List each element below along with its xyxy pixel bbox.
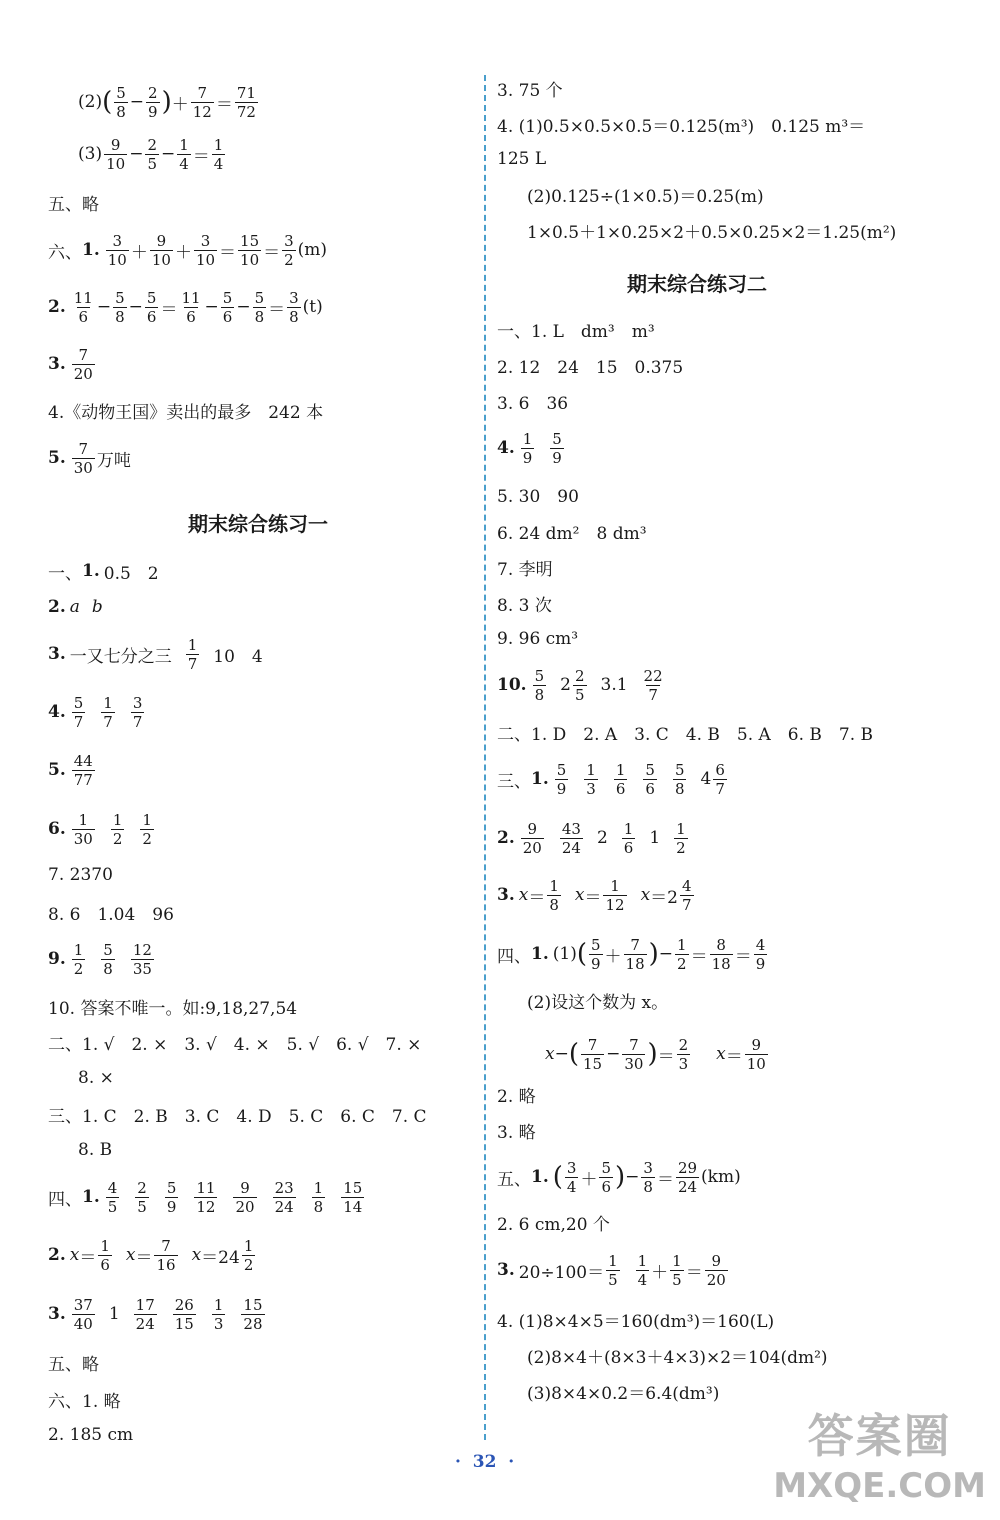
answer-six-2: 2. $\frac{11}{6}$ − $\frac{5}{8}$ − $\frac{5}{6}$ ＝ $\frac{11}{6}$ − $\frac{5}{6}$ − $\frac{5}{8}$ ＝ $\frac{3}{8}$ (t) [48, 288, 323, 326]
answer-line: 8. 3 次 [497, 595, 552, 616]
answer-line: 6. 24 dm² 8 dm³ [497, 523, 647, 544]
answer-line: 10. 答案不唯一。如:9,18,27,54 [48, 998, 298, 1019]
answer-line: 三、 1. $\frac{5}{9}$ $\frac{1}{3}$ $\frac{1}{6}$ $\frac{5}{6}$ $\frac{5}{8}$ 4 $\frac{6}{7}$ [497, 760, 725, 798]
answer-line: 五、略 [48, 1354, 99, 1375]
answer-line: (3)8×4×0.2＝6.4(dm³) [527, 1383, 720, 1404]
answer-text: 一又七分之三 [69, 646, 172, 667]
answer-line: 4. (1)0.5×0.5×0.5＝0.125(m³) 0.125 m³＝ [497, 116, 866, 137]
answer-line: 3. $\frac{37}{40}$ 1 $\frac{17}{24}$ $\frac{26}{15}$ $\frac{1}{3}$ $\frac{15}{28}$ [48, 1295, 263, 1333]
answer-line: 4. $\frac{5}{7}$ $\frac{1}{7}$ $\frac{3}{7}$ [48, 693, 143, 731]
page-number: · 32 · [455, 1452, 515, 1472]
answer-line: 3. 6 36 [497, 393, 569, 414]
answer-line: 三、1. C 2. B 3. C 4. D 5. C 6. C 7. C [48, 1106, 427, 1127]
answer-six-5: 5. $\frac{7}{30}$ 万吨 [48, 439, 131, 477]
answer-line: 2. a b [48, 597, 103, 617]
page-number-value: 32 [472, 1452, 497, 1472]
answer-line: 3. 一又七分之三 $\frac{1}{7}$ 10 4 [48, 635, 263, 673]
answer-line: (2)0.125÷(1×0.5)＝0.25(m) [527, 186, 764, 207]
answer-line: 4. $\frac{1}{9}$ $\frac{5}{9}$ [497, 429, 562, 467]
answer-line: 5. $\frac{44}{77}$ [48, 751, 93, 789]
answer-line: (2)设这个数为 x。 [527, 992, 669, 1013]
answer-six-1: 六、 1. $\frac{3}{10}$ ＋ $\frac{9}{10}$ ＋ $\frac{3}{10}$ ＝ $\frac{15}{10}$ ＝ $\frac{3}{2}$ (m) [48, 231, 328, 269]
answer-line: 3. 20÷100＝ $\frac{1}{5}$ $\frac{1}{4}$ ＋ $\frac{1}{5}$ ＝ $\frac{9}{20}$ [497, 1251, 726, 1289]
answer-six-4: 4.《动物王国》卖出的最多 242 本 [48, 402, 324, 423]
answer-line: 9. $\frac{1}{2}$ $\frac{5}{8}$ $\frac{12}{35}$ [48, 940, 152, 978]
watermark-text: 答案圈 [807, 1409, 952, 1463]
answer-text: 0.5 2 [103, 563, 159, 584]
answer-line: 二、1. √ 2. × 3. √ 4. × 5. √ 6. √ 7. × [48, 1034, 422, 1055]
answer-text: 10 4 [213, 646, 263, 667]
answer-line: 2. 略 [497, 1086, 536, 1107]
answer-five: 五、略 [48, 194, 99, 215]
answer-line: 8. B [78, 1140, 113, 1160]
unit-label: 万吨 [96, 450, 131, 471]
answer-line: 9. 96 cm³ [497, 629, 579, 649]
answer-line: 1×0.5＋1×0.25×2＋0.5×0.25×2＝1.25(m²) [527, 222, 897, 243]
watermark-url: MXQE.COM [773, 1466, 986, 1506]
answer-line: 7. 李明 [497, 559, 553, 580]
answer-line: 2. 6 cm,20 个 [497, 1214, 610, 1235]
answer-line: 4. (1)8×4×5＝160(dm³)＝160(L) [497, 1311, 775, 1332]
answer-line: 3. x ＝ $\frac{1}{8}$ x ＝ $\frac{1}{12}$ x ＝2 $\frac{4}{7}$ [497, 876, 692, 914]
answer-line: 六、1. 略 [48, 1391, 121, 1412]
answer-line: 五、 1. ( $\frac{3}{4}$ ＋ $\frac{5}{6}$ ) − $\frac{3}{8}$ ＝ $\frac{29}{24}$ (km) [497, 1158, 741, 1196]
answer-line: 2. x ＝ $\frac{1}{6}$ x ＝ $\frac{7}{16}$ x ＝24 $\frac{1}{2}$ [48, 1236, 254, 1274]
answer-line: 一、 1. 0.5 2 [48, 549, 159, 593]
answer-line: (3) $\frac{9}{10}$ − $\frac{2}{5}$ − $\frac{1}{4}$ ＝ $\frac{1}{4}$ [78, 135, 224, 173]
answer-line: 四、 1. (1) ( $\frac{5}{9}$ ＋ $\frac{7}{18}$ ) − $\frac{1}{2}$ ＝ $\frac{8}{18}$ ＝ $\frac{4}{9}$ [497, 935, 766, 973]
answer-line: 8. 6 1.04 96 [48, 904, 174, 925]
answer-line: 8. × [78, 1068, 114, 1088]
answer-line: 一、1. L dm³ m³ [497, 321, 655, 342]
answer-line: 6. $\frac{1}{30}$ $\frac{1}{2}$ $\frac{1}{2}$ [48, 810, 152, 848]
section-title: 期末综合练习一 [188, 512, 328, 536]
answer-line: 2. $\frac{9}{20}$ $\frac{43}{24}$ 2 $\frac{1}{6}$ 1 $\frac{1}{2}$ [497, 819, 686, 857]
answer-line: 四、 1. $\frac{4}{5}$ $\frac{2}{5}$ $\frac{5}{9}$ $\frac{11}{12}$ $\frac{9}{20}$ $\frac{23}{24}$ $\frac{1}{8}$ $\frac{15}{14}$ [48, 1178, 363, 1216]
answer-line: 二、1. D 2. A 3. C 4. B 5. A 6. B 7. B [497, 724, 874, 745]
answer-line: 5. 30 90 [497, 486, 579, 507]
section-title: 期末综合练习二 [627, 272, 767, 296]
answer-line: 2. 12 24 15 0.375 [497, 357, 684, 378]
answer-line: 7. 2370 [48, 865, 113, 885]
answer-six-3: 3. $\frac{7}{20}$ [48, 345, 93, 383]
answer-line: (2) ( $\frac{5}{8}$ − $\frac{2}{9}$ ) ＋ $\frac{7}{12}$ ＝ $\frac{71}{72}$ [78, 83, 256, 121]
answer-line: 3. 略 [497, 1122, 536, 1143]
answer-line: (2)8×4＋(8×3＋4×3)×2＝104(dm²) [527, 1347, 828, 1368]
answer-line: 3. 75 个 [497, 80, 563, 101]
answer-line: 125 L [497, 149, 547, 169]
watermark-logo [773, 1400, 986, 1506]
answer-line: 2. 185 cm [48, 1425, 134, 1445]
column-divider [484, 75, 486, 1440]
answer-line: x − ( $\frac{7}{15}$ − $\frac{7}{30}$ ) ＝ $\frac{2}{3}$ x ＝ $\frac{9}{10}$ [545, 1035, 766, 1073]
answer-line: 10. $\frac{5}{8}$ 2 $\frac{2}{5}$ 3.1 $\frac{22}{7}$ [497, 666, 663, 704]
